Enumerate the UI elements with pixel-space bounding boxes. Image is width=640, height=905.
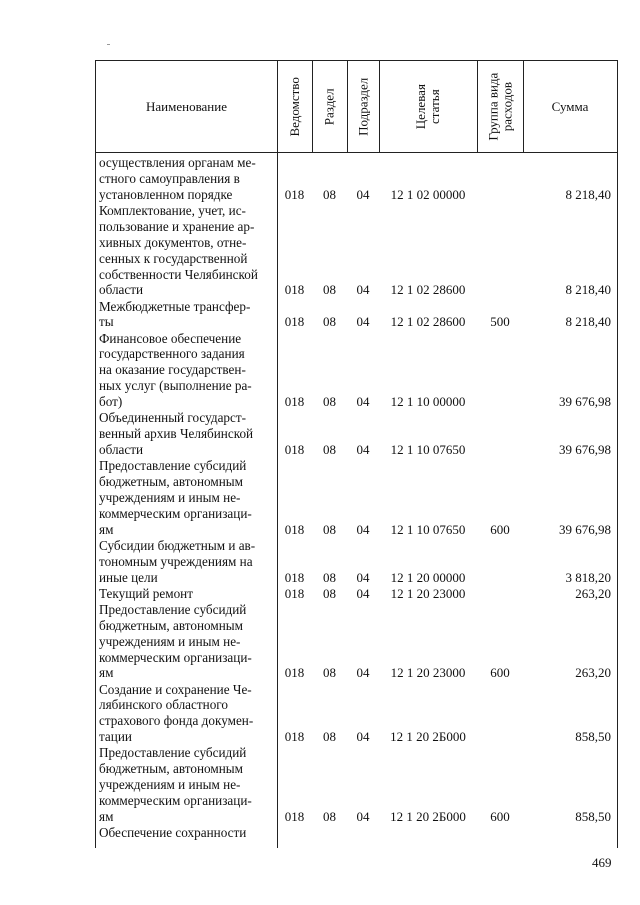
row-celevaya-statya: 12 1 10 07650: [390, 441, 466, 457]
row-razdel: 08: [323, 665, 336, 681]
row-gruppa: 600: [490, 665, 510, 681]
header-name-label: Наименование: [146, 98, 227, 114]
row-celevaya-statya: 12 1 20 2Б000: [390, 729, 466, 745]
header-vedomstvo-label: Ведомство: [286, 76, 302, 137]
row-summa: 858,50: [575, 808, 611, 824]
row-name-line: сенных к государственной: [99, 250, 248, 266]
row-name-line: Межбюджетные трансфер-: [99, 298, 251, 314]
row-name-line: бот): [99, 394, 123, 410]
row-vedomstvo: 018: [284, 569, 305, 585]
row-name-line: установленном порядке: [99, 186, 233, 202]
row-name-line: учреждениям и иным не-: [99, 633, 241, 649]
row-podrazdel: 04: [356, 521, 370, 537]
row-name: [99, 299, 275, 331]
row-razdel: 08: [323, 808, 336, 824]
row-razdel: 08: [323, 394, 336, 410]
row-summa: 263,20: [575, 585, 611, 601]
row-summa: 8 218,40: [565, 186, 611, 202]
header-razdel: [312, 61, 347, 152]
row-podrazdel: 04: [356, 665, 370, 681]
row-celevaya-statya: 12 1 02 00000: [390, 186, 466, 202]
row-name-line: Предоставление субсидий: [99, 458, 247, 474]
row-podrazdel: 04: [356, 314, 370, 330]
row-summa: 3 818,20: [565, 569, 611, 585]
row-name-line: бюджетным, автономным: [99, 474, 243, 489]
row-name-line: иные цели: [99, 569, 158, 585]
row-name-line: коммерческим организаци-: [99, 649, 252, 665]
row-summa: 39 676,98: [559, 394, 611, 410]
page-number: 469: [592, 855, 612, 870]
header-vedomstvo: [277, 61, 312, 152]
header-celevaya-statya: [379, 61, 477, 152]
row-celevaya-statya: 12 1 20 23000: [390, 665, 466, 681]
header-bottom-rule: [96, 152, 617, 153]
row-celevaya-statya: 12 1 20 00000: [390, 569, 466, 585]
row-razdel: 08: [323, 314, 336, 330]
row-celevaya-statya: 12 1 10 07650: [390, 521, 466, 537]
row-name-line: осуществления органам ме-: [99, 155, 256, 170]
row-summa: 8 218,40: [565, 282, 611, 298]
row-name-line: Субсидии бюджетным и ав-: [99, 537, 256, 553]
row-name-line: государственного задания: [99, 346, 245, 362]
header-gruppa-label: [486, 73, 513, 141]
row-name-line: области: [99, 442, 144, 457]
row-name-line: Финансовое обеспечение: [99, 330, 242, 346]
header-celevaya-line1: Целевая: [413, 83, 429, 130]
row-celevaya-statya: 12 1 02 28600: [390, 314, 466, 330]
row-gruppa: 600: [490, 521, 510, 537]
row-celevaya-statya: 12 1 20 23000: [390, 585, 466, 601]
row-name-line: бюджетным, автономным: [99, 617, 243, 633]
row-razdel: 08: [323, 569, 336, 585]
row-celevaya-statya: 12 1 20 2Б000: [390, 808, 466, 824]
row-name-line: тации: [99, 729, 132, 745]
row-vedomstvo: 018: [284, 314, 305, 330]
row-celevaya-statya: 12 1 10 00000: [390, 394, 466, 410]
row-vedomstvo: 018: [284, 186, 305, 202]
row-name-line: страхового фонда докумен-: [99, 713, 254, 729]
row-name-line: Создание и сохранение Че-: [99, 681, 252, 697]
header-celevaya-line2: статья: [426, 89, 442, 124]
row-name: [99, 682, 275, 746]
row-gruppa: 500: [490, 314, 510, 330]
row-podrazdel: 04: [356, 282, 370, 298]
row-razdel: 08: [323, 441, 336, 457]
row-name-line: стного самоуправления в: [99, 170, 240, 186]
row-summa: 263,20: [575, 665, 611, 681]
row-name: [99, 745, 275, 825]
scan-mark: [107, 44, 110, 45]
row-name-line: учреждениям и иным не-: [99, 489, 241, 505]
row-name: [99, 331, 275, 411]
header-celevaya-label: [414, 84, 441, 129]
header-gruppa-line2: расходов: [499, 81, 515, 132]
row-vedomstvo: 018: [284, 394, 305, 410]
row-name-line: бюджетным, автономным: [99, 761, 243, 777]
budget-table: [95, 60, 618, 848]
header-summa-label: Сумма: [551, 98, 589, 114]
row-razdel: 08: [323, 521, 336, 537]
row-name-line: ям: [99, 808, 114, 824]
row-podrazdel: 04: [356, 808, 370, 824]
row-name-line: коммерческим организаци-: [99, 793, 252, 809]
row-name: [99, 155, 275, 203]
header-name: [96, 61, 277, 152]
row-razdel: 08: [323, 729, 336, 745]
row-name-line: тономным учреждениям на: [99, 553, 253, 569]
row-name-line: Предоставление субсидий: [99, 745, 247, 761]
row-summa: 8 218,40: [565, 314, 611, 330]
row-summa: 858,50: [575, 729, 611, 745]
row-podrazdel: 04: [356, 729, 370, 745]
row-name-line: лябинского областного: [99, 697, 228, 713]
row-name: [99, 538, 275, 586]
row-name-line: Обеспечение сохранности: [99, 825, 247, 840]
row-razdel: 08: [323, 585, 336, 601]
row-vedomstvo: 018: [284, 441, 305, 457]
row-name-line: ты: [99, 314, 114, 330]
row-celevaya-statya: 12 1 02 28600: [390, 282, 466, 298]
header-podrazdel: [347, 61, 379, 152]
row-vedomstvo: 018: [284, 282, 305, 298]
row-name-line: венный архив Челябинской: [99, 426, 254, 442]
row-name-line: хивных документов, отне-: [99, 234, 247, 250]
row-name-line: коммерческим организаци-: [99, 505, 252, 521]
row-podrazdel: 04: [356, 585, 370, 601]
header-razdel-label: Раздел: [321, 88, 337, 125]
row-vedomstvo: 018: [284, 521, 305, 537]
row-name-line: на оказание государствен-: [99, 362, 246, 378]
row-name-line: Текущий ремонт: [99, 585, 193, 601]
row-name-line: ных услуг (выполнение ра-: [99, 378, 252, 394]
row-razdel: 08: [323, 282, 336, 298]
row-vedomstvo: 018: [284, 665, 305, 681]
header-gruppa-line1: Группа вида: [485, 72, 501, 141]
row-vedomstvo: 018: [284, 585, 305, 601]
row-name: [99, 602, 275, 682]
row-podrazdel: 04: [356, 186, 370, 202]
row-podrazdel: 04: [356, 441, 370, 457]
row-name: [99, 410, 275, 458]
row-summa: 39 676,98: [559, 441, 611, 457]
row-vedomstvo: 018: [284, 808, 305, 824]
row-gruppa: 600: [490, 808, 510, 824]
row-name-line: ям: [99, 521, 114, 537]
row-name: [99, 586, 275, 602]
row-podrazdel: 04: [356, 394, 370, 410]
row-name-line: Предоставление субсидий: [99, 601, 247, 617]
row-name-line: области: [99, 282, 144, 298]
row-name-line: собственности Челябинской: [99, 266, 258, 282]
header-summa: [523, 61, 617, 152]
row-name: [99, 458, 275, 538]
row-name-line: Объединенный государст-: [99, 410, 247, 426]
row-name-line: Комплектование, учет, ис-: [99, 202, 246, 218]
row-name-line: пользование и хранение ар-: [99, 218, 255, 234]
row-vedomstvo: 018: [284, 729, 305, 745]
row-name: [99, 825, 275, 841]
row-summa: 39 676,98: [559, 521, 611, 537]
row-podrazdel: 04: [356, 569, 370, 585]
row-name-line: учреждениям и иным не-: [99, 777, 241, 793]
row-name-line: ям: [99, 665, 114, 681]
header-podrazdel-label: Подраздел: [355, 77, 371, 136]
row-razdel: 08: [323, 186, 336, 202]
row-name: [99, 203, 275, 298]
header-gruppa: [477, 61, 523, 152]
